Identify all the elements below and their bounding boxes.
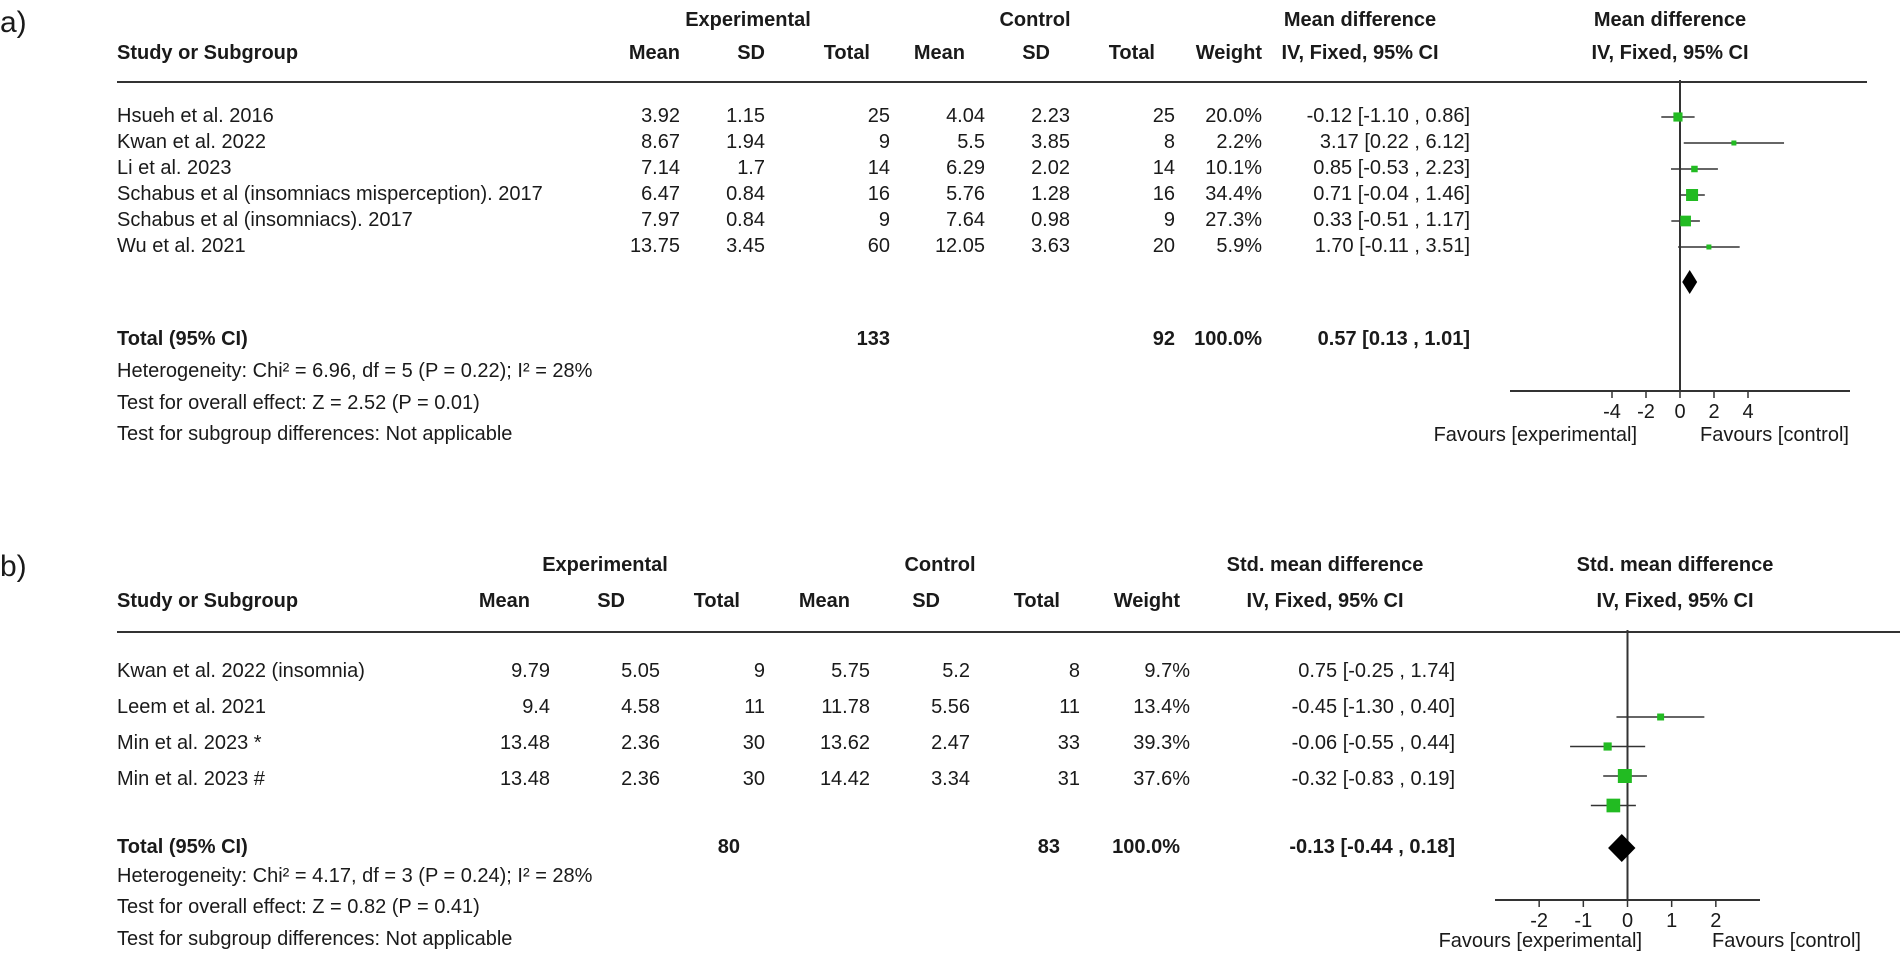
weight-value: 9.7% — [1144, 660, 1190, 682]
ctrl-total-header: Total — [1108, 42, 1155, 64]
x-tick-label: 0 — [1674, 401, 1686, 423]
total-weight: 100.0% — [1112, 836, 1180, 858]
exp-mean: 7.97 — [641, 209, 680, 231]
exp-total: 30 — [742, 732, 765, 754]
weight-value: 39.3% — [1133, 732, 1190, 754]
x-tick-label: -2 — [1530, 910, 1549, 932]
plot-title-header: Std. mean difference — [1576, 554, 1774, 576]
exp-total: 60 — [867, 235, 890, 257]
weight-value: 37.6% — [1133, 768, 1190, 790]
effect-ci: 0.85 [-0.53 , 2.23] — [1313, 157, 1470, 179]
study-effect-marker — [1618, 769, 1632, 783]
exp-total-header: Total — [823, 42, 870, 64]
control-group-header: Control — [999, 9, 1071, 31]
ctrl-sd-header: SD — [912, 590, 940, 612]
overall-effect-test: Test for overall effect: Z = 0.82 (P = 0.41) — [117, 896, 480, 918]
exp-mean: 3.92 — [641, 105, 680, 127]
x-tick-label: -4 — [1603, 401, 1621, 423]
ctrl-sd: 2.47 — [931, 732, 970, 754]
study-name: Kwan et al. 2022 — [117, 131, 266, 153]
control-group-header: Control — [904, 554, 976, 576]
exp-mean: 8.67 — [641, 131, 680, 153]
weight-value: 34.4% — [1205, 183, 1262, 205]
effect-ci: -0.32 [-0.83 , 0.19] — [1291, 768, 1455, 790]
study-effect-marker — [1686, 189, 1698, 201]
exp-sd: 0.84 — [726, 209, 765, 231]
ctrl-sd: 3.34 — [931, 768, 970, 790]
ctrl-total: 9 — [1163, 209, 1175, 231]
total-exp-n: 80 — [717, 836, 740, 858]
ctrl-total: 20 — [1152, 235, 1175, 257]
ctrl-total: 14 — [1152, 157, 1175, 179]
panel-label: a) — [0, 6, 27, 39]
exp-sd: 4.58 — [621, 696, 660, 718]
study-name: Wu et al. 2021 — [117, 235, 246, 257]
ctrl-total: 16 — [1152, 183, 1175, 205]
ctrl-sd: 2.02 — [1031, 157, 1070, 179]
x-tick-label: 2 — [1708, 401, 1720, 423]
exp-total: 9 — [753, 660, 765, 682]
weight-value: 13.4% — [1133, 696, 1190, 718]
weight-header: Weight — [1113, 590, 1180, 612]
ctrl-sd: 3.63 — [1031, 235, 1070, 257]
x-tick-label: 0 — [1621, 910, 1634, 932]
effect-ci: 0.33 [-0.51 , 1.17] — [1313, 209, 1470, 231]
total-label: Total (95% CI) — [117, 328, 248, 350]
x-tick-label: 2 — [1710, 910, 1722, 932]
exp-mean: 7.14 — [641, 157, 680, 179]
ctrl-total: 25 — [1152, 105, 1175, 127]
exp-sd: 3.45 — [726, 235, 765, 257]
favours-experimental-label: Favours [experimental] — [1438, 930, 1642, 952]
ctrl-mean: 5.76 — [946, 183, 985, 205]
exp-total: 14 — [867, 157, 890, 179]
ctrl-sd: 5.2 — [942, 660, 970, 682]
effect-ci: 3.17 [0.22 , 6.12] — [1319, 131, 1470, 153]
ctrl-sd: 0.98 — [1031, 209, 1070, 231]
exp-mean: 13.48 — [499, 768, 550, 790]
ctrl-total: 31 — [1057, 768, 1080, 790]
effect-ci: 1.70 [-0.11 , 3.51] — [1314, 235, 1470, 257]
total-exp-n: 133 — [856, 328, 890, 350]
ctrl-sd: 2.23 — [1031, 105, 1070, 127]
subgroup-difference-test: Test for subgroup differences: Not applicable — [117, 423, 513, 445]
exp-mean: 13.75 — [629, 235, 680, 257]
study-name: Li et al. 2023 — [117, 157, 232, 179]
x-tick-label: -1 — [1574, 910, 1593, 932]
ctrl-mean: 6.29 — [946, 157, 985, 179]
weight-value: 20.0% — [1205, 105, 1262, 127]
effect-ci: -0.45 [-1.30 , 0.40] — [1291, 696, 1455, 718]
overall-effect-test: Test for overall effect: Z = 2.52 (P = 0.01) — [117, 392, 480, 414]
experimental-group-header: Experimental — [685, 9, 811, 31]
total-ctrl-n: 83 — [1037, 836, 1060, 858]
ctrl-mean: 13.62 — [819, 732, 870, 754]
study-name: Hsueh et al. 2016 — [117, 105, 274, 127]
study-column-header: Study or Subgroup — [117, 42, 299, 64]
ctrl-sd: 5.56 — [931, 696, 970, 718]
exp-mean: 13.48 — [499, 732, 550, 754]
plot-method-header: IV, Fixed, 95% CI — [1596, 590, 1754, 612]
exp-sd: 5.05 — [621, 660, 660, 682]
ctrl-mean-header: Mean — [798, 590, 850, 612]
study-name: Min et al. 2023 # — [117, 768, 265, 790]
ctrl-mean: 7.64 — [946, 209, 985, 231]
exp-mean: 6.47 — [641, 183, 680, 205]
effect-title-header: Mean difference — [1283, 9, 1437, 31]
ctrl-mean: 4.04 — [946, 105, 985, 127]
exp-sd: 1.94 — [726, 131, 765, 153]
forest-plot-b — [1370, 630, 1900, 970]
forest-plot-panel-a — [0, 0, 1902, 480]
exp-total: 25 — [867, 105, 890, 127]
heterogeneity-stat: Heterogeneity: Chi² = 6.96, df = 5 (P = 0.22); I² = 28% — [117, 360, 593, 382]
study-name: Leem et al. 2021 — [117, 696, 266, 718]
effect-method-header: IV, Fixed, 95% CI — [1246, 590, 1404, 612]
exp-sd: 1.15 — [726, 105, 765, 127]
exp-sd-header: SD — [737, 42, 765, 64]
weight-value: 2.2% — [1216, 131, 1262, 153]
ctrl-mean: 14.42 — [819, 768, 870, 790]
weight-header: Weight — [1195, 42, 1262, 64]
study-effect-marker — [1731, 141, 1736, 146]
favours-control-label: Favours [control] — [1712, 930, 1861, 952]
total-weight: 100.0% — [1194, 328, 1262, 350]
effect-ci: -0.12 [-1.10 , 0.86] — [1306, 105, 1470, 127]
exp-sd: 1.7 — [737, 157, 765, 179]
effect-ci: 0.75 [-0.25 , 1.74] — [1298, 660, 1455, 682]
exp-total: 9 — [878, 209, 890, 231]
total-ctrl-n: 92 — [1152, 328, 1175, 350]
exp-mean: 9.79 — [511, 660, 550, 682]
study-effect-marker — [1604, 742, 1612, 750]
ctrl-sd: 1.28 — [1031, 183, 1070, 205]
favours-control-label: Favours [control] — [1700, 424, 1849, 446]
weight-value: 5.9% — [1216, 235, 1262, 257]
plot-title-header: Mean difference — [1593, 9, 1747, 31]
panel-label: b) — [0, 550, 27, 583]
experimental-group-header: Experimental — [542, 554, 668, 576]
exp-total: 11 — [744, 696, 765, 718]
ctrl-total: 8 — [1163, 131, 1175, 153]
ctrl-total: 33 — [1057, 732, 1080, 754]
study-name: Schabus et al (insomniacs misperception). 2017 — [117, 183, 543, 205]
exp-sd: 0.84 — [726, 183, 765, 205]
ctrl-total-header: Total — [1013, 590, 1060, 612]
exp-sd: 2.36 — [621, 732, 660, 754]
exp-total: 30 — [742, 768, 765, 790]
study-name: Schabus et al (insomniacs). 2017 — [117, 209, 413, 231]
ctrl-mean-header: Mean — [913, 42, 965, 64]
study-effect-marker — [1607, 799, 1621, 813]
study-effect-marker — [1673, 112, 1682, 121]
study-name: Kwan et al. 2022 (insomnia) — [117, 660, 365, 682]
total-ci: -0.13 [-0.44 , 0.18] — [1289, 836, 1455, 858]
ctrl-total: 8 — [1068, 660, 1080, 682]
x-tick-label: -2 — [1637, 401, 1655, 423]
forest-plot-a — [1400, 80, 1880, 460]
x-tick-label: 4 — [1742, 401, 1754, 423]
exp-sd-header: SD — [597, 590, 625, 612]
effect-method-header: IV, Fixed, 95% CI — [1281, 42, 1439, 64]
ctrl-mean: 5.5 — [957, 131, 985, 153]
ctrl-mean: 12.05 — [934, 235, 985, 257]
forest-plot-panel-b — [0, 540, 1902, 977]
heterogeneity-stat: Heterogeneity: Chi² = 4.17, df = 3 (P = 0.24); I² = 28% — [117, 865, 593, 887]
study-effect-marker — [1657, 714, 1664, 721]
weight-value: 27.3% — [1205, 209, 1262, 231]
study-effect-marker — [1691, 166, 1698, 173]
exp-mean: 9.4 — [522, 696, 550, 718]
total-label: Total (95% CI) — [117, 836, 248, 858]
exp-mean-header: Mean — [628, 42, 680, 64]
exp-sd: 2.36 — [621, 768, 660, 790]
exp-total: 16 — [867, 183, 890, 205]
study-column-header: Study or Subgroup — [117, 590, 299, 612]
ctrl-mean: 5.75 — [831, 660, 870, 682]
ctrl-sd: 3.85 — [1031, 131, 1070, 153]
plot-method-header: IV, Fixed, 95% CI — [1591, 42, 1749, 64]
effect-ci: 0.71 [-0.04 , 1.46] — [1313, 183, 1470, 205]
pooled-effect-diamond — [1682, 270, 1697, 294]
ctrl-sd-header: SD — [1022, 42, 1050, 64]
exp-mean-header: Mean — [478, 590, 530, 612]
total-ci: 0.57 [0.13 , 1.01] — [1317, 328, 1470, 350]
study-name: Min et al. 2023 * — [117, 732, 262, 754]
ctrl-total: 11 — [1059, 696, 1080, 718]
favours-experimental-label: Favours [experimental] — [1433, 424, 1637, 446]
subgroup-difference-test: Test for subgroup differences: Not applicable — [117, 928, 513, 950]
x-tick-label: 1 — [1666, 910, 1678, 932]
effect-ci: -0.06 [-0.55 , 0.44] — [1291, 732, 1455, 754]
effect-title-header: Std. mean difference — [1226, 554, 1424, 576]
study-effect-marker — [1680, 216, 1691, 227]
exp-total: 9 — [878, 131, 890, 153]
ctrl-mean: 11.78 — [821, 696, 870, 718]
study-effect-marker — [1706, 245, 1711, 250]
pooled-effect-diamond — [1608, 834, 1635, 862]
weight-value: 10.1% — [1205, 157, 1262, 179]
exp-total-header: Total — [693, 590, 740, 612]
